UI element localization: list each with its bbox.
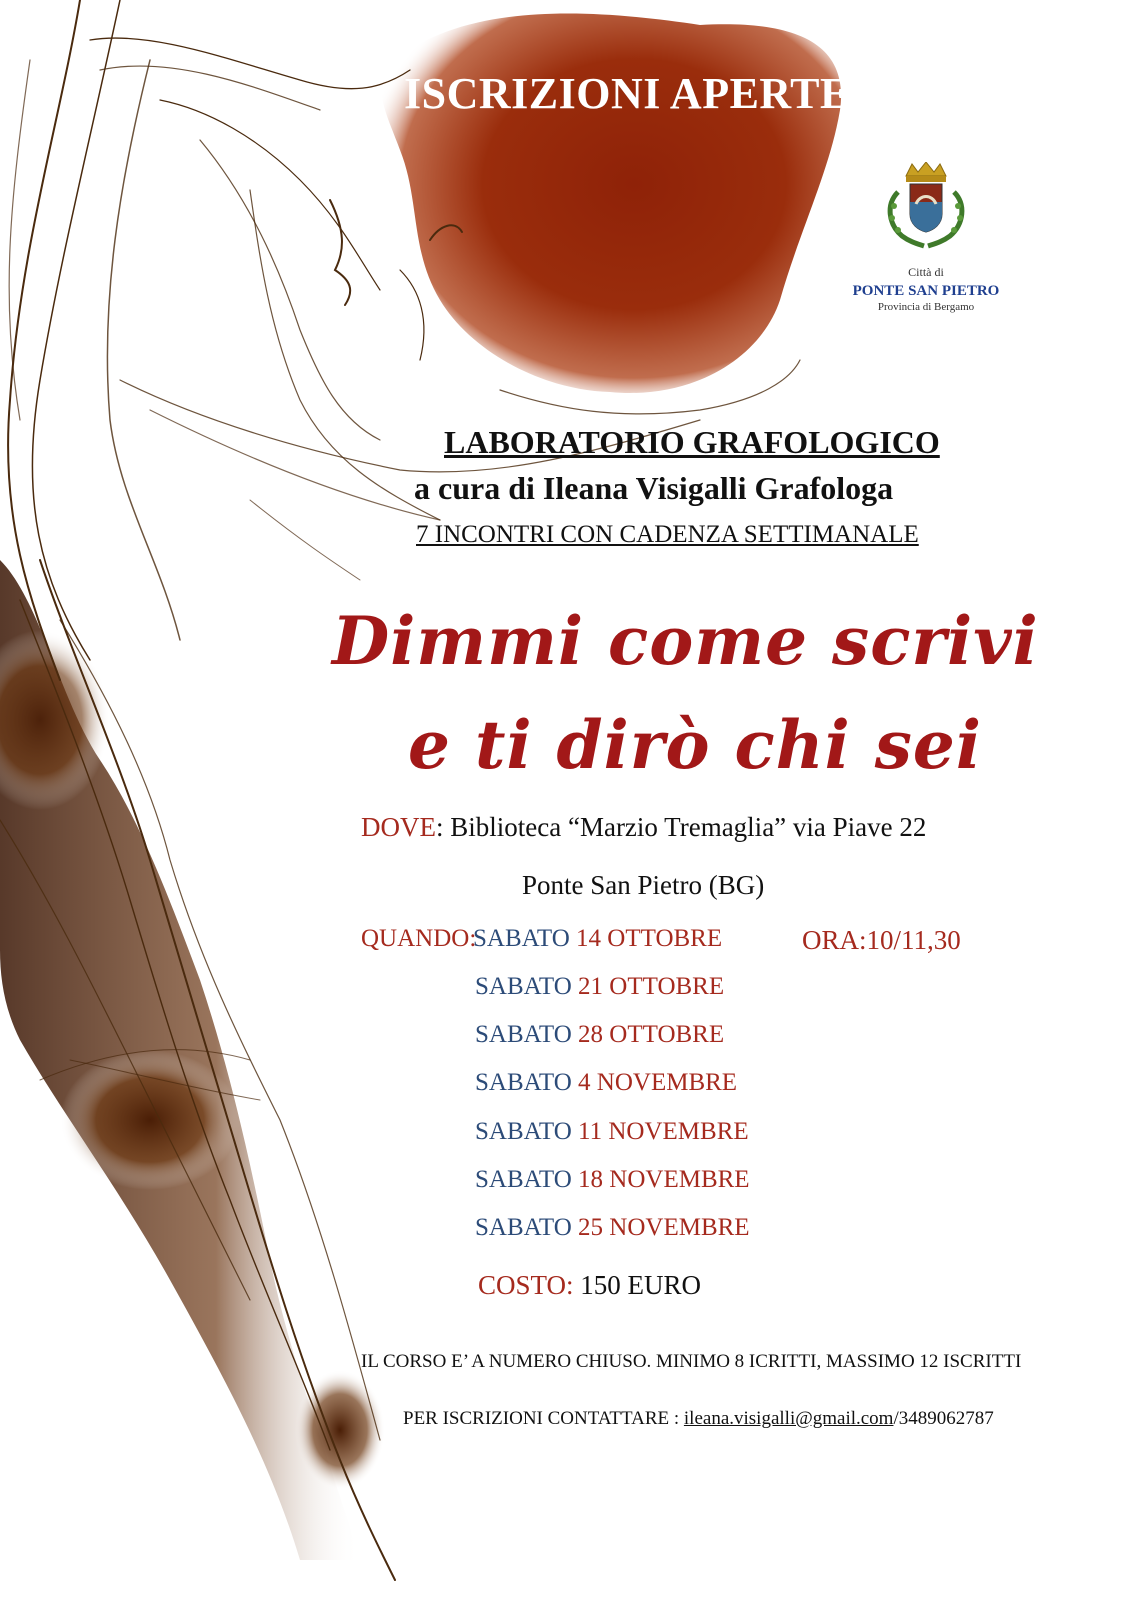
date-item	[475, 973, 724, 1001]
contact-label: PER ISCRIZIONI CONTATTARE :	[403, 1408, 684, 1429]
date-day: SABATO	[475, 1021, 572, 1048]
date-value: 25 NOVEMBRE	[578, 1214, 750, 1241]
contact-phone: /3489062787	[893, 1408, 994, 1429]
date-value: 18 NOVEMBRE	[578, 1166, 750, 1193]
date-value: 28 OTTOBRE	[578, 1021, 725, 1048]
date-day: SABATO	[475, 1166, 572, 1193]
date-value: 4 NOVEMBRE	[578, 1069, 738, 1096]
date-value: 14 OTTOBRE	[576, 925, 723, 952]
course-title: LABORATORIO GRAFOLOGICO	[444, 424, 940, 460]
contact-line	[403, 1408, 994, 1430]
logo-prefix: Città di	[908, 265, 944, 279]
where-label: DOVE	[361, 812, 436, 842]
where-line	[361, 812, 926, 843]
closed-course-note: IL CORSO E’ A NUMERO CHIUSO. MINIMO 8 ICRITTI, MASSIMO 12 ISCRITTI	[361, 1351, 1022, 1372]
municipality-logo	[838, 158, 1014, 328]
cost-line	[478, 1270, 701, 1301]
cost-label: COSTO:	[478, 1270, 574, 1300]
cost-value: 150 EURO	[580, 1270, 702, 1300]
date-day: SABATO	[475, 1069, 572, 1096]
date-day: SABATO	[475, 1214, 572, 1241]
date-item	[475, 1166, 750, 1194]
when-time: ORA:10/11,30	[802, 925, 961, 955]
date-item	[475, 1069, 737, 1097]
logo-province: Provincia di Bergamo	[877, 301, 975, 313]
where-town: Ponte San Pietro (BG)	[522, 870, 765, 900]
logo-city-name: PONTE SAN PIETRO	[852, 283, 1000, 299]
date-day: SABATO	[475, 973, 572, 1000]
slogan-line-2: e ti dirò chi sei	[408, 706, 982, 784]
where-place: : Biblioteca “Marzio Tremaglia” via Piave 22	[436, 812, 927, 842]
date-item	[473, 925, 722, 953]
date-day: SABATO	[473, 925, 570, 952]
date-item	[475, 1214, 750, 1242]
contact-email-link[interactable]: ileana.visigalli@gmail.com	[683, 1408, 894, 1429]
course-author: a cura di Ileana Visigalli Grafologa	[414, 470, 894, 506]
when-label: QUANDO:	[361, 925, 477, 952]
date-item	[475, 1021, 724, 1049]
headline: ISCRIZIONI APERTE	[404, 69, 850, 118]
date-item	[475, 1118, 749, 1146]
date-day: SABATO	[475, 1118, 572, 1145]
date-value: 11 NOVEMBRE	[578, 1118, 749, 1145]
coat-of-arms-icon	[868, 162, 984, 254]
course-meetings: 7 INCONTRI CON CADENZA SETTIMANALE	[416, 521, 919, 548]
date-value: 21 OTTOBRE	[578, 973, 725, 1000]
slogan-line-1: Dimmi come scrivi	[332, 602, 1039, 680]
